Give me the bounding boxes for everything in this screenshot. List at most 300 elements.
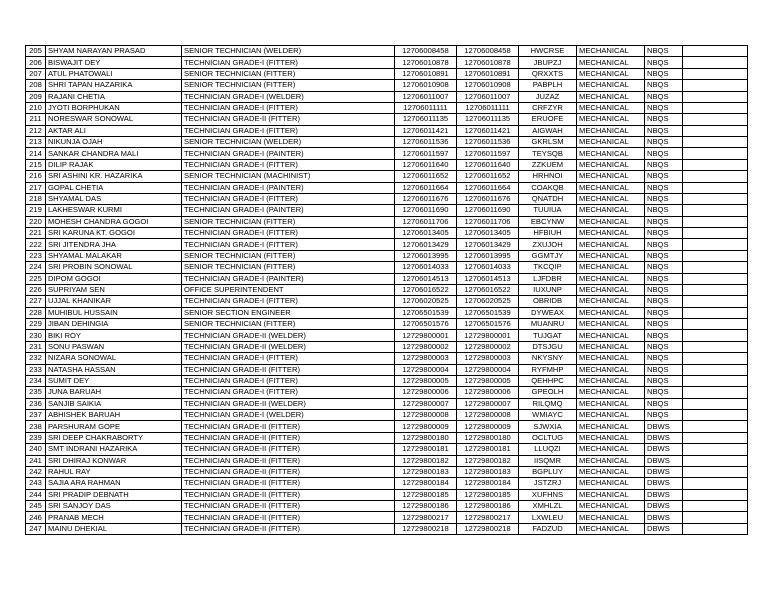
cell-employee-name: SANJIB SAIKIA: [46, 398, 182, 409]
cell-employee-id: 12706011706: [395, 216, 457, 227]
cell-serial-number: 216: [26, 171, 46, 182]
cell-unit: DBWS: [645, 501, 683, 512]
cell-employee-id-repeat: 12706010908: [457, 80, 519, 91]
cell-employee-id: 12706010908: [395, 80, 457, 91]
cell-unit: NBQS: [645, 159, 683, 170]
cell-serial-number: 237: [26, 410, 46, 421]
cell-blank-cell: [683, 319, 748, 330]
cell-blank-cell: [683, 68, 748, 79]
cell-employee-name: SUPRIYAM SEN: [46, 284, 182, 295]
cell-employee-id-repeat: 12729800218: [457, 523, 519, 534]
cell-code: OBRIDB: [519, 296, 577, 307]
cell-employee-id-repeat: 12706011111: [457, 102, 519, 113]
cell-employee-id: 12729800184: [395, 478, 457, 489]
table-row: [26, 364, 748, 375]
cell-employee-id: 12706011135: [395, 114, 457, 125]
cell-unit: DBWS: [645, 455, 683, 466]
cell-employee-id: 12729800009: [395, 421, 457, 432]
cell-employee-id-repeat: 12729800004: [457, 364, 519, 375]
cell-designation: TECHNICIAN GRADE-I (PAINTER): [182, 205, 395, 216]
cell-employee-id: 12706011111: [395, 102, 457, 113]
cell-department: MECHANICAL: [577, 125, 645, 136]
cell-department: MECHANICAL: [577, 512, 645, 523]
cell-employee-name: SONU PASWAN: [46, 341, 182, 352]
cell-employee-id-repeat: 12729800183: [457, 466, 519, 477]
cell-blank-cell: [683, 330, 748, 341]
cell-blank-cell: [683, 182, 748, 193]
cell-code: BGPLUY: [519, 466, 577, 477]
cell-employee-id-repeat: 12706011664: [457, 182, 519, 193]
cell-employee-id-repeat: 12706010891: [457, 68, 519, 79]
cell-code: HFBIUH: [519, 228, 577, 239]
table-row: [26, 239, 748, 250]
table-row: [26, 114, 748, 125]
cell-employee-id-repeat: 12706011007: [457, 91, 519, 102]
cell-unit: DBWS: [645, 466, 683, 477]
cell-employee-id: 12706011007: [395, 91, 457, 102]
cell-employee-id: 12706013995: [395, 250, 457, 261]
cell-serial-number: 211: [26, 114, 46, 125]
table-row: [26, 319, 748, 330]
cell-designation: TECHNICIAN GRADE-I (PAINTER): [182, 148, 395, 159]
cell-blank-cell: [683, 444, 748, 455]
cell-employee-id-repeat: 12729800001: [457, 330, 519, 341]
cell-employee-name: ABHISHEK BARUAH: [46, 410, 182, 421]
cell-code: GPEOLH: [519, 387, 577, 398]
cell-unit: NBQS: [645, 228, 683, 239]
cell-department: MECHANICAL: [577, 501, 645, 512]
cell-serial-number: 225: [26, 273, 46, 284]
cell-unit: NBQS: [645, 353, 683, 364]
cell-department: MECHANICAL: [577, 341, 645, 352]
cell-employee-name: SHYAMAL MALAKAR: [46, 250, 182, 261]
cell-employee-name: SRI JITENDRA JHA: [46, 239, 182, 250]
cell-serial-number: 208: [26, 80, 46, 91]
cell-serial-number: 223: [26, 250, 46, 261]
cell-employee-name: DILIP RAJAK: [46, 159, 182, 170]
cell-unit: DBWS: [645, 444, 683, 455]
cell-employee-id: 12729800186: [395, 501, 457, 512]
cell-designation: TECHNICIAN GRADE-II (FITTER): [182, 364, 395, 375]
cell-code: LLUQZI: [519, 444, 577, 455]
cell-designation: SENIOR TECHNICIAN (WELDER): [182, 137, 395, 148]
cell-unit: NBQS: [645, 239, 683, 250]
cell-code: FADZUD: [519, 523, 577, 534]
cell-serial-number: 238: [26, 421, 46, 432]
cell-unit: DBWS: [645, 432, 683, 443]
cell-employee-id-repeat: 12706011640: [457, 159, 519, 170]
cell-employee-id-repeat: 12706011421: [457, 125, 519, 136]
cell-serial-number: 245: [26, 501, 46, 512]
cell-employee-id: 12729800007: [395, 398, 457, 409]
cell-unit: NBQS: [645, 284, 683, 295]
cell-employee-id-repeat: 12706008458: [457, 46, 519, 57]
cell-code: ERUOFE: [519, 114, 577, 125]
cell-employee-id-repeat: 12729800005: [457, 375, 519, 386]
cell-designation: TECHNICIAN GRADE-II (FITTER): [182, 432, 395, 443]
cell-employee-id-repeat: 12706011652: [457, 171, 519, 182]
cell-employee-name: RAJANI CHETIA: [46, 91, 182, 102]
cell-serial-number: 219: [26, 205, 46, 216]
cell-code: QNATDH: [519, 193, 577, 204]
cell-unit: NBQS: [645, 114, 683, 125]
cell-unit: NBQS: [645, 46, 683, 57]
cell-code: WMIAYC: [519, 410, 577, 421]
cell-blank-cell: [683, 353, 748, 364]
cell-designation: TECHNICIAN GRADE-I (WELDER): [182, 91, 395, 102]
table-row: [26, 262, 748, 273]
cell-employee-id-repeat: 12729800186: [457, 501, 519, 512]
cell-employee-id-repeat: 12729800185: [457, 489, 519, 500]
cell-serial-number: 207: [26, 68, 46, 79]
cell-blank-cell: [683, 159, 748, 170]
cell-employee-id: 12706008458: [395, 46, 457, 57]
cell-blank-cell: [683, 387, 748, 398]
cell-code: MUANRU: [519, 319, 577, 330]
cell-unit: DBWS: [645, 523, 683, 534]
table-row: [26, 182, 748, 193]
cell-blank-cell: [683, 375, 748, 386]
cell-designation: TECHNICIAN GRADE-I (FITTER): [182, 387, 395, 398]
cell-serial-number: 213: [26, 137, 46, 148]
table-row: [26, 228, 748, 239]
cell-unit: NBQS: [645, 216, 683, 227]
cell-department: MECHANICAL: [577, 375, 645, 386]
table-row: [26, 68, 748, 79]
cell-serial-number: 228: [26, 307, 46, 318]
cell-designation: TECHNICIAN GRADE-I (FITTER): [182, 239, 395, 250]
cell-employee-id: 12729800218: [395, 523, 457, 534]
cell-blank-cell: [683, 102, 748, 113]
cell-unit: DBWS: [645, 512, 683, 523]
table-row: [26, 353, 748, 364]
cell-designation: TECHNICIAN GRADE-II (WELDER): [182, 398, 395, 409]
cell-employee-id: 12706011676: [395, 193, 457, 204]
cell-code: ZXUJOH: [519, 239, 577, 250]
cell-employee-id-repeat: 12706014513: [457, 273, 519, 284]
table-row: [26, 91, 748, 102]
cell-designation: TECHNICIAN GRADE-I (FITTER): [182, 125, 395, 136]
cell-employee-name: SRI PRADIP DEBNATH: [46, 489, 182, 500]
cell-designation: SENIOR TECHNICIAN (FITTER): [182, 250, 395, 261]
cell-employee-id: 12706011536: [395, 137, 457, 148]
cell-blank-cell: [683, 296, 748, 307]
cell-employee-id: 12706016522: [395, 284, 457, 295]
cell-employee-name: SRI PROBIN SONOWAL: [46, 262, 182, 273]
cell-employee-id-repeat: 12729800182: [457, 455, 519, 466]
cell-designation: TECHNICIAN GRADE-I (PAINTER): [182, 182, 395, 193]
cell-employee-name: MOHESH CHANDRA GOGOI: [46, 216, 182, 227]
cell-code: TKCQIP: [519, 262, 577, 273]
employee-table: [25, 45, 748, 535]
cell-unit: NBQS: [645, 80, 683, 91]
cell-unit: NBQS: [645, 125, 683, 136]
cell-designation: TECHNICIAN GRADE-I (FITTER): [182, 228, 395, 239]
table-row: [26, 410, 748, 421]
table-row: [26, 455, 748, 466]
cell-serial-number: 224: [26, 262, 46, 273]
table-row: [26, 375, 748, 386]
cell-employee-name: JUNA BARUAH: [46, 387, 182, 398]
cell-code: RYFMHP: [519, 364, 577, 375]
cell-employee-id-repeat: 12729800181: [457, 444, 519, 455]
cell-designation: TECHNICIAN GRADE-I (FITTER): [182, 102, 395, 113]
cell-blank-cell: [683, 193, 748, 204]
cell-employee-id-repeat: 12706016522: [457, 284, 519, 295]
cell-code: XUFHNS: [519, 489, 577, 500]
cell-code: OCLTUG: [519, 432, 577, 443]
cell-employee-name: MUHIBUL HUSSAIN: [46, 307, 182, 318]
cell-unit: DBWS: [645, 489, 683, 500]
cell-code: IISQMR: [519, 455, 577, 466]
cell-code: COAKQB: [519, 182, 577, 193]
cell-unit: NBQS: [645, 182, 683, 193]
cell-unit: DBWS: [645, 478, 683, 489]
cell-employee-id-repeat: 12706011597: [457, 148, 519, 159]
cell-unit: NBQS: [645, 410, 683, 421]
cell-employee-id: 12706011597: [395, 148, 457, 159]
cell-code: TEYSQB: [519, 148, 577, 159]
table-row: [26, 398, 748, 409]
cell-designation: SENIOR TECHNICIAN (WELDER): [182, 46, 395, 57]
cell-employee-id: 12706011640: [395, 159, 457, 170]
cell-code: HWCRSE: [519, 46, 577, 57]
cell-department: MECHANICAL: [577, 523, 645, 534]
cell-serial-number: 246: [26, 512, 46, 523]
cell-employee-id: 12729800005: [395, 375, 457, 386]
cell-serial-number: 210: [26, 102, 46, 113]
cell-designation: TECHNICIAN GRADE-II (FITTER): [182, 512, 395, 523]
cell-serial-number: 247: [26, 523, 46, 534]
cell-serial-number: 242: [26, 466, 46, 477]
cell-department: MECHANICAL: [577, 273, 645, 284]
cell-employee-id-repeat: 12706013429: [457, 239, 519, 250]
cell-blank-cell: [683, 284, 748, 295]
cell-designation: TECHNICIAN GRADE-I (PAINTER): [182, 273, 395, 284]
table-row: [26, 307, 748, 318]
table-row: [26, 125, 748, 136]
cell-employee-id: 12706013429: [395, 239, 457, 250]
cell-designation: TECHNICIAN GRADE-I (FITTER): [182, 159, 395, 170]
cell-code: CRFZYR: [519, 102, 577, 113]
table-row: [26, 216, 748, 227]
cell-department: MECHANICAL: [577, 410, 645, 421]
cell-employee-name: PRANAB MECH: [46, 512, 182, 523]
cell-department: MECHANICAL: [577, 114, 645, 125]
cell-employee-id-repeat: 12729800006: [457, 387, 519, 398]
cell-blank-cell: [683, 273, 748, 284]
cell-unit: NBQS: [645, 137, 683, 148]
cell-unit: NBQS: [645, 193, 683, 204]
cell-employee-name: SRI DHIRAJ KONWAR: [46, 455, 182, 466]
cell-employee-name: NIKUNJA OJAH: [46, 137, 182, 148]
cell-unit: NBQS: [645, 171, 683, 182]
cell-employee-id: 12729800003: [395, 353, 457, 364]
cell-serial-number: 239: [26, 432, 46, 443]
cell-code: ZZKUEM: [519, 159, 577, 170]
cell-blank-cell: [683, 228, 748, 239]
table-body: [26, 46, 748, 535]
cell-unit: NBQS: [645, 57, 683, 68]
table-row: [26, 296, 748, 307]
cell-serial-number: 206: [26, 57, 46, 68]
cell-code: GKRLSM: [519, 137, 577, 148]
cell-designation: TECHNICIAN GRADE-I (FITTER): [182, 193, 395, 204]
cell-blank-cell: [683, 57, 748, 68]
table-row: [26, 193, 748, 204]
cell-code: NKYSNY: [519, 353, 577, 364]
cell-blank-cell: [683, 398, 748, 409]
cell-employee-name: SRI ASHINI KR. HAZARIKA: [46, 171, 182, 182]
cell-department: MECHANICAL: [577, 296, 645, 307]
cell-department: MECHANICAL: [577, 91, 645, 102]
cell-employee-id: 12729800180: [395, 432, 457, 443]
cell-unit: NBQS: [645, 273, 683, 284]
table-row: [26, 102, 748, 113]
cell-employee-id: 12729800182: [395, 455, 457, 466]
cell-department: MECHANICAL: [577, 307, 645, 318]
cell-employee-name: SHYAM NARAYAN PRASAD: [46, 46, 182, 57]
cell-unit: NBQS: [645, 319, 683, 330]
cell-unit: NBQS: [645, 205, 683, 216]
cell-blank-cell: [683, 148, 748, 159]
cell-employee-id: 12706013405: [395, 228, 457, 239]
cell-employee-id-repeat: 12729800008: [457, 410, 519, 421]
cell-blank-cell: [683, 364, 748, 375]
cell-unit: NBQS: [645, 68, 683, 79]
cell-designation: TECHNICIAN GRADE-I (FITTER): [182, 296, 395, 307]
cell-employee-name: GOPAL CHETIA: [46, 182, 182, 193]
table-row: [26, 205, 748, 216]
cell-serial-number: 229: [26, 319, 46, 330]
cell-employee-id-repeat: 12706011135: [457, 114, 519, 125]
cell-code: GGMTJY: [519, 250, 577, 261]
table-row: [26, 57, 748, 68]
cell-department: MECHANICAL: [577, 432, 645, 443]
cell-code: JUZAZ: [519, 91, 577, 102]
cell-employee-id: 12706010878: [395, 57, 457, 68]
cell-serial-number: 231: [26, 341, 46, 352]
cell-designation: SENIOR TECHNICIAN (MACHINIST): [182, 171, 395, 182]
cell-designation: SENIOR TECHNICIAN (FITTER): [182, 68, 395, 79]
cell-department: MECHANICAL: [577, 387, 645, 398]
cell-department: MECHANICAL: [577, 364, 645, 375]
cell-department: MECHANICAL: [577, 57, 645, 68]
cell-department: MECHANICAL: [577, 466, 645, 477]
cell-department: MECHANICAL: [577, 148, 645, 159]
cell-employee-name: AKTAR ALI: [46, 125, 182, 136]
cell-employee-id: 12729800183: [395, 466, 457, 477]
cell-employee-id-repeat: 12706501576: [457, 319, 519, 330]
cell-designation: TECHNICIAN GRADE-I (FITTER): [182, 57, 395, 68]
cell-serial-number: 235: [26, 387, 46, 398]
cell-designation: SENIOR SECTION ENGINEER: [182, 307, 395, 318]
cell-designation: TECHNICIAN GRADE-I (WELDER): [182, 410, 395, 421]
cell-employee-id: 12706011690: [395, 205, 457, 216]
cell-designation: TECHNICIAN GRADE-II (FITTER): [182, 478, 395, 489]
cell-code: TUJGAT: [519, 330, 577, 341]
table-row: [26, 512, 748, 523]
cell-designation: SENIOR TECHNICIAN (FITTER): [182, 216, 395, 227]
cell-employee-id: 12706020525: [395, 296, 457, 307]
cell-serial-number: 236: [26, 398, 46, 409]
cell-employee-name: SHRI TAPAN HAZARIKA: [46, 80, 182, 91]
cell-blank-cell: [683, 455, 748, 466]
cell-department: MECHANICAL: [577, 193, 645, 204]
cell-department: MECHANICAL: [577, 159, 645, 170]
cell-department: MECHANICAL: [577, 421, 645, 432]
table-row: [26, 80, 748, 91]
cell-employee-id-repeat: 12706013405: [457, 228, 519, 239]
cell-employee-id-repeat: 12729800002: [457, 341, 519, 352]
cell-serial-number: 214: [26, 148, 46, 159]
cell-employee-name: JYOTI BORPHUKAN: [46, 102, 182, 113]
table-row: [26, 330, 748, 341]
cell-serial-number: 221: [26, 228, 46, 239]
cell-employee-id-repeat: 12706014033: [457, 262, 519, 273]
table-row: [26, 432, 748, 443]
cell-serial-number: 205: [26, 46, 46, 57]
cell-department: MECHANICAL: [577, 102, 645, 113]
cell-department: MECHANICAL: [577, 182, 645, 193]
cell-unit: NBQS: [645, 91, 683, 102]
cell-designation: SENIOR TECHNICIAN (FITTER): [182, 319, 395, 330]
cell-blank-cell: [683, 307, 748, 318]
cell-designation: TECHNICIAN GRADE-II (FITTER): [182, 455, 395, 466]
cell-employee-id: 12706014513: [395, 273, 457, 284]
cell-blank-cell: [683, 80, 748, 91]
table-row: [26, 284, 748, 295]
table-row: [26, 466, 748, 477]
cell-employee-name: DIPOM GOGOI: [46, 273, 182, 284]
cell-serial-number: 241: [26, 455, 46, 466]
cell-employee-id-repeat: 12706011706: [457, 216, 519, 227]
cell-employee-id: 12729800008: [395, 410, 457, 421]
cell-employee-id: 12729800001: [395, 330, 457, 341]
cell-unit: NBQS: [645, 148, 683, 159]
cell-serial-number: 240: [26, 444, 46, 455]
cell-employee-name: SRI SANJOY DAS: [46, 501, 182, 512]
cell-blank-cell: [683, 205, 748, 216]
cell-blank-cell: [683, 512, 748, 523]
cell-employee-id-repeat: 12706011536: [457, 137, 519, 148]
cell-employee-id-repeat: 12706010878: [457, 57, 519, 68]
table-row: [26, 46, 748, 57]
table-row: [26, 341, 748, 352]
cell-employee-name: NIZARA SONOWAL: [46, 353, 182, 364]
cell-unit: NBQS: [645, 307, 683, 318]
cell-department: MECHANICAL: [577, 455, 645, 466]
cell-employee-name: MAINU DHEKIAL: [46, 523, 182, 534]
cell-employee-id: 12729800004: [395, 364, 457, 375]
cell-designation: SENIOR TECHNICIAN (FITTER): [182, 262, 395, 273]
cell-serial-number: 222: [26, 239, 46, 250]
cell-employee-id: 12706501576: [395, 319, 457, 330]
cell-employee-name: PARSHURAM GOPE: [46, 421, 182, 432]
cell-blank-cell: [683, 432, 748, 443]
cell-department: MECHANICAL: [577, 137, 645, 148]
cell-designation: TECHNICIAN GRADE-II (FITTER): [182, 444, 395, 455]
cell-employee-id: 12706011664: [395, 182, 457, 193]
cell-department: MECHANICAL: [577, 489, 645, 500]
cell-blank-cell: [683, 239, 748, 250]
cell-blank-cell: [683, 523, 748, 534]
cell-serial-number: 230: [26, 330, 46, 341]
cell-employee-id-repeat: 12706011676: [457, 193, 519, 204]
cell-blank-cell: [683, 171, 748, 182]
table-row: [26, 387, 748, 398]
cell-code: QRXXTS: [519, 68, 577, 79]
